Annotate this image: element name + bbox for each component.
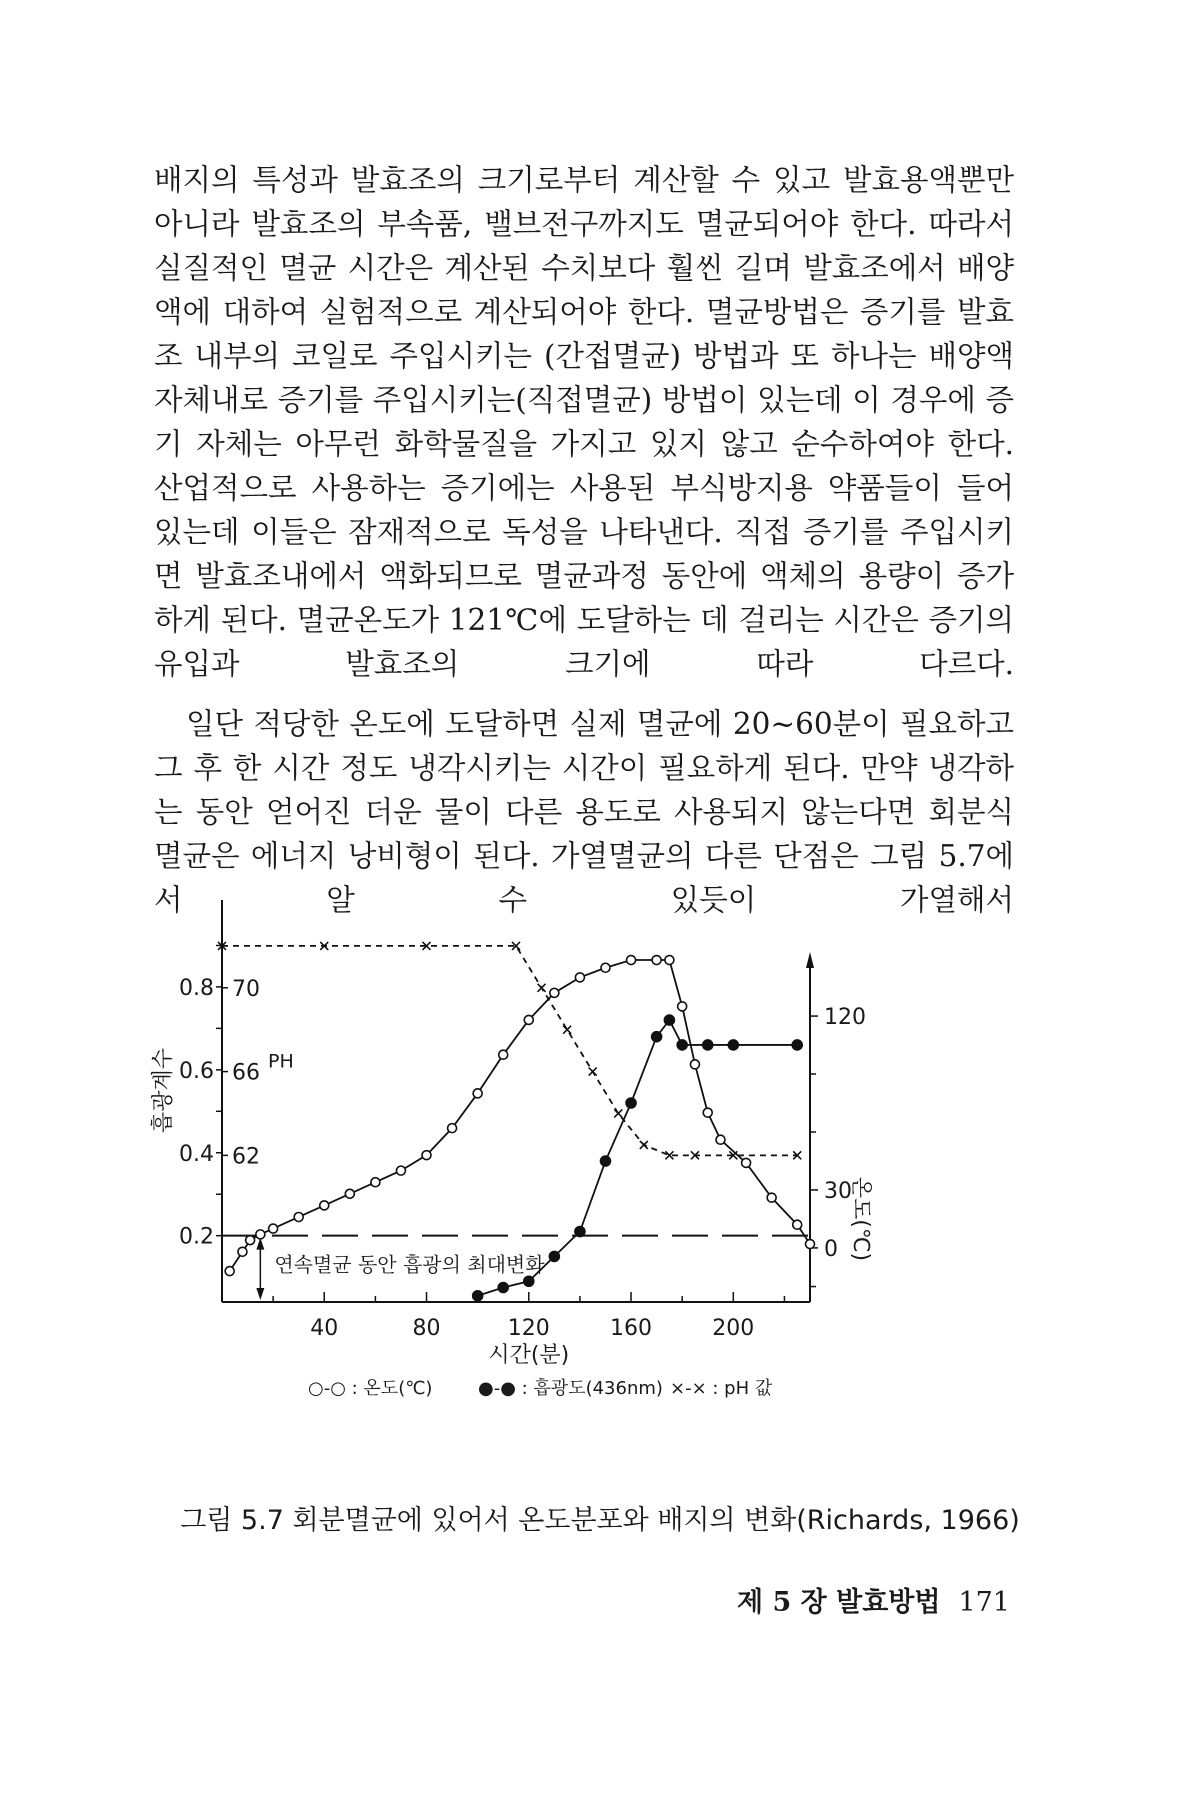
temperature-point <box>246 1236 255 1245</box>
x-tick-label: 160 <box>610 1316 653 1341</box>
temperature-point <box>422 1151 431 1160</box>
temperature-point <box>473 1089 482 1098</box>
ph-point <box>589 1068 597 1076</box>
absorbance-point <box>703 1040 713 1050</box>
page-number: 171 <box>958 1587 1010 1618</box>
temperature-point <box>238 1247 247 1256</box>
y-left-tick-label: 0.6 <box>179 1058 214 1084</box>
absorbance-point <box>600 1156 610 1166</box>
absorbance-point <box>473 1291 483 1301</box>
ph-point <box>614 1109 622 1117</box>
absorbance-point <box>728 1040 738 1050</box>
reference-line-label: 연속멸균 동안 흡광의 최대변화 <box>274 1252 545 1277</box>
y-left-tick-label: 0.8 <box>179 975 214 1001</box>
ph-point <box>640 1141 648 1149</box>
temperature-point <box>345 1189 354 1198</box>
temperature-point <box>294 1212 303 1221</box>
legend-absorbance: ●-● : 흡광도(436nm) <box>478 1378 663 1399</box>
absorbance-point <box>664 1015 674 1025</box>
temperature-point <box>256 1230 265 1239</box>
temperature-point <box>703 1108 712 1117</box>
temperature-point <box>806 1240 815 1249</box>
y-left-tick-label: 0.4 <box>179 1141 214 1167</box>
temperature-point <box>678 1002 687 1011</box>
absorbance-point <box>677 1040 687 1050</box>
ph-point <box>538 984 546 992</box>
chart-series <box>218 942 815 1301</box>
sterilization-chart <box>150 900 1030 1460</box>
y-right-tick-label: 120 <box>824 1005 866 1031</box>
temperature-point <box>793 1220 802 1229</box>
ph-axis-label: PH <box>268 1050 294 1073</box>
x-axis-label: 시간(분) <box>488 1343 570 1368</box>
right-axis-label: 온도(℃) <box>848 1176 873 1262</box>
y-axis-right-arrow <box>806 952 814 968</box>
y-right-tick-label: 30 <box>824 1178 852 1204</box>
legend-temperature: ○-○ : 온도(℃) <box>308 1378 433 1399</box>
page-footer <box>737 1580 1010 1619</box>
x-tick-label: 40 <box>310 1316 339 1341</box>
figure-caption: 그림 5.7 회분멸균에 있어서 온도분포와 배지의 변화(Richards, 1966) <box>180 1505 1020 1536</box>
absorbance-point <box>575 1227 585 1237</box>
temperature-point <box>371 1178 380 1187</box>
temperature-point <box>665 956 674 965</box>
x-tick-label: 200 <box>712 1316 755 1341</box>
temperature-point <box>627 956 636 965</box>
absorbance-point <box>792 1040 802 1050</box>
absorbance-point <box>524 1276 534 1286</box>
temperature-point <box>601 963 610 972</box>
reference-arrow-tail <box>256 1288 264 1300</box>
temperature-point <box>716 1135 725 1144</box>
left-axis-label: 흡광계수 <box>151 1048 176 1134</box>
absorbance-point <box>498 1282 508 1292</box>
legend-ph: ×-× : pH 값 <box>670 1378 773 1399</box>
temperature-point <box>225 1267 234 1276</box>
temperature-point <box>320 1201 329 1210</box>
x-tick-label: 120 <box>507 1316 550 1341</box>
body-paragraph-2: 일단 적당한 온도에 도달하면 실제 멸균에 20~60분이 필요하고 그 후 한 시간 정도 냉각시키는 시간이 필요하게 된다. 만약 냉각하는 동안 얻어진 더운 물이 다른 용도로 사용되지 않는다면 회분식 멸균은 에너지 낭비형이 된다. 가열멸균의 다른 단점은 그림 5.7에서 알 수 있듯이 가열해서 <box>154 707 1014 917</box>
absorbance-point <box>652 1032 662 1042</box>
absorbance-point <box>549 1251 559 1261</box>
series-line-0 <box>230 960 810 1271</box>
y-left-tick-label: 0.2 <box>179 1224 214 1250</box>
y-ph-tick-label: 66 <box>232 1060 260 1086</box>
temperature-point <box>767 1193 776 1202</box>
temperature-point <box>524 1015 533 1024</box>
temperature-point <box>448 1124 457 1133</box>
temperature-point <box>499 1050 508 1059</box>
body-paragraph-1: 배지의 특성과 발효조의 크기로부터 계산할 수 있고 발효용액뿐만 아니라 발효조의 부속품, 밸브전구까지도 멸균되어야 한다. 따라서 실질적인 멸균 시간은 계산된 수치보다 훨씬 길며 발효조에서 배양액에 대하여 실험적으로 계산되어야 한다. 멸균방법은 증기를 발효조 내부의 코일로 주입시키는 (간접멸균) 방법과 또 하나는 배양액 자체내로 증기를 주입시키는(직접멸균) 방법이 있는데 이 경우에 증기 자체는 아무런 화학물질을 가지고 있지 않고 순수하여야 한다. 산업적으로 사용하는 증기에는 사용된 부식방지용 약품들이 들어 있는데 이들은 잠재적으로 독성을 나타낸다. 직접 증기를 주입시키면 발효조내에서 액화되므로 멸균과정 동안에 액체의 용량이 증가하게 된다. 멸균온도가 121℃에 도달하는 데 걸리는 시간은 증기의 유입과 발효조의 크기에 따라 다르다. <box>154 163 1014 681</box>
temperature-point <box>550 988 559 997</box>
x-tick-label: 80 <box>412 1316 441 1341</box>
y-ph-tick-label: 70 <box>232 976 260 1002</box>
temperature-point <box>575 973 584 982</box>
chapter-title: 제 5 장 발효방법 <box>736 1587 941 1618</box>
y-right-tick-label: 0 <box>824 1236 838 1262</box>
temperature-point <box>652 956 661 965</box>
series-line-2 <box>222 946 797 1155</box>
temperature-point <box>690 1060 699 1069</box>
temperature-point <box>269 1224 278 1233</box>
absorbance-point <box>626 1098 636 1108</box>
temperature-point <box>396 1166 405 1175</box>
chart-legend <box>308 1377 773 1399</box>
y-ph-tick-label: 62 <box>232 1144 260 1170</box>
ph-point <box>563 1026 571 1034</box>
temperature-point <box>742 1158 751 1167</box>
